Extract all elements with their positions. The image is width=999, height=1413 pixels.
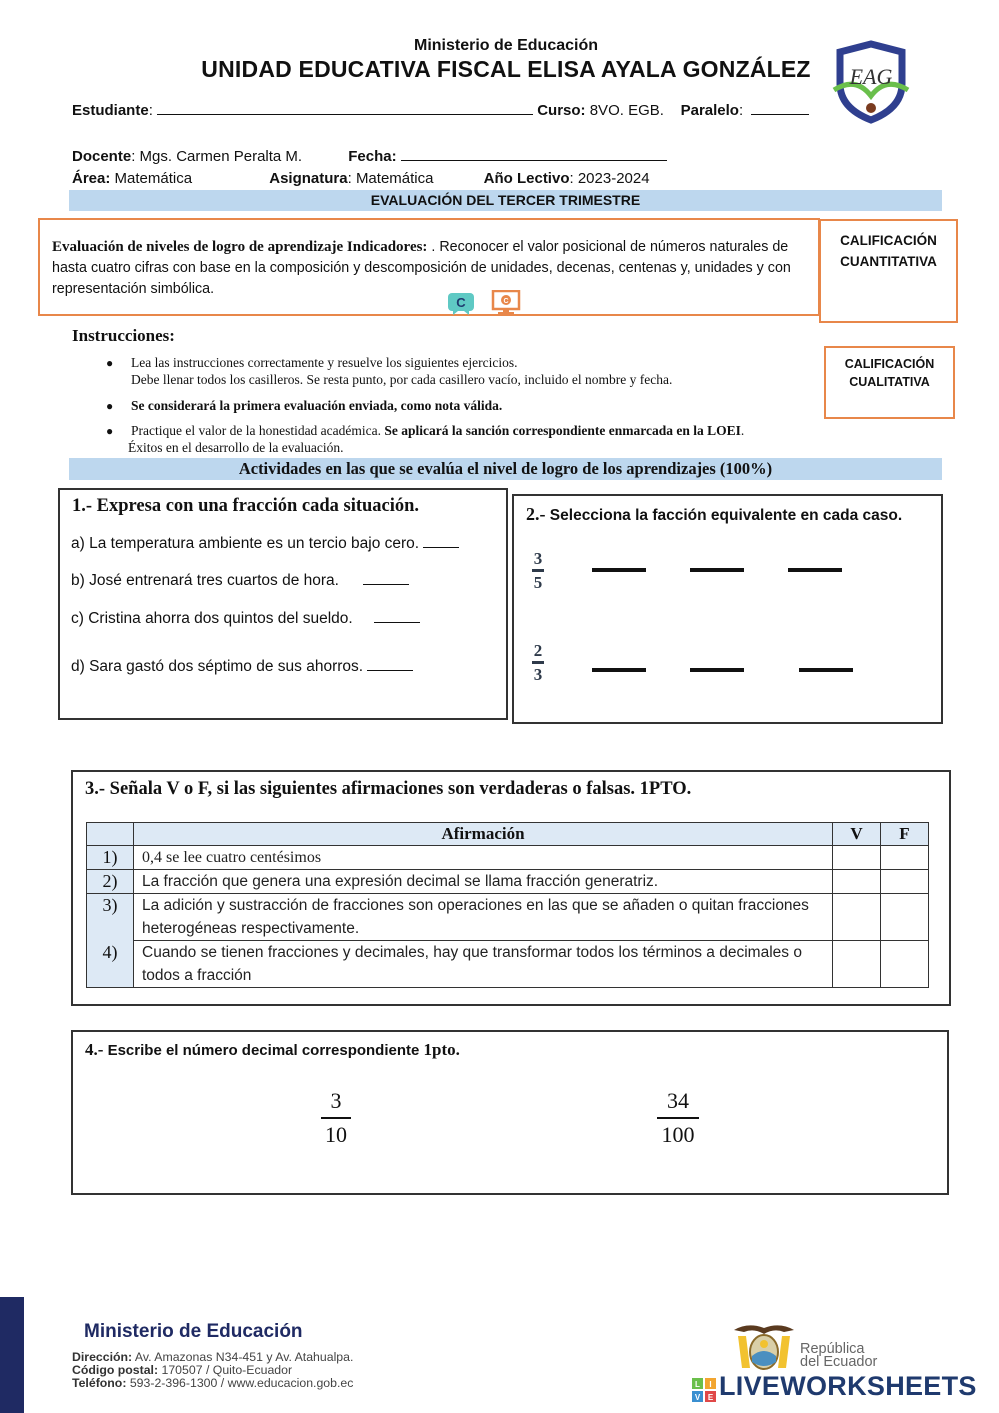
date-label: Fecha: <box>348 148 397 165</box>
question-1-item-c <box>71 610 420 628</box>
denominator: 3 <box>533 664 543 684</box>
svg-text:L: L <box>695 1380 700 1389</box>
activities-banner: Actividades en las que se evalúa el nivel de logro de los aprendizajes (100%) <box>69 458 942 480</box>
question-text: Selecciona la facción equivalente en cada caso. <box>545 507 903 524</box>
phone-value: 593-2-396-1300 / www.educacion.gob.ec <box>126 1376 354 1390</box>
instruction-item <box>106 398 503 415</box>
phone-label: Teléfono: <box>72 1376 127 1390</box>
fraction-2-3 <box>530 642 546 684</box>
numerator: 3 <box>330 1088 342 1113</box>
question-number: 4.- <box>85 1040 104 1059</box>
period: . <box>740 423 745 438</box>
equivalent-answer-slot[interactable] <box>592 568 646 572</box>
indicator-box <box>38 218 820 316</box>
denominator: 5 <box>533 572 543 592</box>
address-value: Av. Amazonas N34-451 y Av. Atahualpa. <box>132 1350 354 1364</box>
date-input[interactable] <box>401 147 667 161</box>
table-row <box>87 846 929 870</box>
denominator: 10 <box>325 1121 347 1147</box>
row-number: 1) <box>87 846 134 870</box>
subject-value: Matemática <box>355 170 434 187</box>
question-1-box <box>58 488 508 720</box>
answer-input-a[interactable] <box>423 536 459 548</box>
svg-text:EAG: EAG <box>849 64 893 89</box>
equivalent-answer-slot[interactable] <box>690 668 744 672</box>
area-value: Matemática <box>114 170 193 187</box>
row-number: 2) <box>87 870 134 894</box>
equivalent-answer-slot[interactable] <box>788 568 842 572</box>
numerator: 34 <box>667 1088 689 1113</box>
row-statement: Cuando se tienen fracciones y decimales, hay que transformar todos los términos a decimales o todos a fracción <box>134 941 833 988</box>
equivalent-answer-slot[interactable] <box>799 668 853 672</box>
teacher-label: Docente <box>72 148 132 165</box>
header-v: V <box>833 823 881 846</box>
header-num <box>87 823 134 846</box>
instructions-title: Instrucciones: <box>72 326 175 345</box>
instruction-text: Lea las instrucciones correctamente y resuelve los siguientes ejercicios. <box>131 355 518 370</box>
question-4-title <box>85 1040 460 1060</box>
fraction-3-10[interactable] <box>321 1088 351 1148</box>
area-row: Área: Matemática Asignatura: Matemática Año Lectivo: 2023-2024 <box>72 170 650 187</box>
table-row <box>87 870 929 894</box>
subject-label: Asignatura <box>269 170 348 187</box>
numerator: 2 <box>533 641 543 660</box>
f-cell[interactable] <box>881 941 929 988</box>
instruction-text: Éxitos en el desarrollo de la evaluación. <box>128 439 344 455</box>
address-label: Dirección: <box>72 1350 133 1364</box>
teacher-value: Mgs. Carmen Peralta M. <box>139 148 303 165</box>
course-value: 8VO. EGB. <box>589 102 664 119</box>
parallel-input[interactable] <box>751 101 809 115</box>
republica-line1: República <box>800 1341 865 1357</box>
row-number: 4) <box>87 941 134 988</box>
equivalent-answer-slot[interactable] <box>592 668 646 672</box>
instruction-text: Debe llenar todos los casilleros. Se resta punto, por cada casillero vacío, incluido el nombre y fecha. <box>131 371 673 387</box>
student-name-input[interactable] <box>157 101 533 115</box>
row-statement: 0,4 se lee cuatro centésimos <box>134 846 833 870</box>
school-year-label: Año Lectivo <box>483 170 570 187</box>
answer-input-d[interactable] <box>367 659 413 671</box>
quant-line2: CUANTITATIVA <box>840 254 937 269</box>
liveworksheets-live-icon <box>692 1378 716 1402</box>
footer-accent-bar <box>0 1297 24 1413</box>
indicator-text: . Reconocer el valor posicional de números naturales de hasta cuatro cifras con base en la composición y descomposición de unidades, decenas, centenas y, unidades y con representación simbólica. <box>52 239 791 297</box>
question-1-item-b <box>71 572 409 590</box>
bullet-icon: ● <box>106 399 114 413</box>
student-label: Estudiante <box>72 102 149 119</box>
question-number: 2.- <box>526 504 546 524</box>
instruction-text: Se considerará la primera evaluación enviada, como nota válida. <box>131 398 503 413</box>
svg-text:V: V <box>694 1393 701 1402</box>
republica-line2: del Ecuador <box>800 1354 878 1370</box>
v-cell[interactable] <box>833 894 881 941</box>
parallel-label: Paralelo <box>680 102 739 119</box>
answer-input-c[interactable] <box>374 611 420 623</box>
ecuador-coat-of-arms-icon <box>728 1322 800 1374</box>
fraction-bar <box>321 1117 351 1119</box>
ministry-heading: Ministerio de Educación <box>413 37 599 54</box>
table-header-row <box>87 823 929 846</box>
v-cell[interactable] <box>833 941 881 988</box>
qualitative-grade-box[interactable] <box>824 346 955 419</box>
republica-del-ecuador-label <box>800 1343 877 1369</box>
true-false-table <box>86 822 929 988</box>
svg-text:E: E <box>707 1393 714 1402</box>
question-2-title <box>526 504 902 525</box>
question-1-item-a <box>71 535 459 553</box>
row-statement: La fracción que genera una expresión decimal se llama fracción generatriz. <box>134 870 833 894</box>
area-label: Área: <box>72 170 111 187</box>
numerator: 3 <box>533 549 543 568</box>
indicator-lead: Evaluación de niveles de logro de aprendizaje Indicadores: <box>52 239 428 255</box>
svg-text:C: C <box>503 298 509 305</box>
school-shield-logo-icon <box>826 40 916 124</box>
table-row <box>87 894 929 941</box>
svg-text:I: I <box>709 1380 712 1389</box>
qual-line1: CALIFICACIÓN <box>844 357 935 371</box>
bullet-icon: ● <box>106 424 114 438</box>
chat-c-icon <box>447 292 475 316</box>
question-points: 1pto. <box>423 1040 460 1059</box>
row-number: 3) <box>87 894 134 941</box>
equivalent-answer-slot[interactable] <box>690 568 744 572</box>
v-cell[interactable] <box>833 870 881 894</box>
postal-value: 170507 / Quito-Ecuador <box>158 1363 293 1377</box>
item-text: d) Sara gastó dos séptimo de sus ahorros. <box>71 658 368 675</box>
f-cell[interactable] <box>881 894 929 941</box>
item-text: a) La temperatura ambiente es un tercio bajo cero. <box>71 535 424 552</box>
instruction-item <box>106 355 673 388</box>
instruction-text: Practique el valor de la honestidad académica. <box>131 423 385 438</box>
svg-text:C: C <box>456 295 466 310</box>
question-text: Escribe el número decimal correspondiente <box>103 1042 424 1059</box>
item-text: c) Cristina ahorra dos quintos del sueldo. <box>71 610 353 627</box>
monitor-c-icon <box>491 290 521 316</box>
v-cell[interactable] <box>833 846 881 870</box>
header-f: F <box>881 823 929 846</box>
footer-ministry: Ministerio de Educación <box>84 1321 303 1342</box>
denominator: 100 <box>661 1121 695 1147</box>
question-2-box <box>512 494 943 724</box>
course-label: Curso: <box>537 102 586 119</box>
question-1-title: 1.- Expresa con una fracción cada situación. <box>72 496 420 516</box>
instruction-sanction: Se aplicará la sanción correspondiente enmarcada en la LOEI <box>384 423 741 438</box>
fraction-3-5 <box>530 550 546 592</box>
school-title: UNIDAD EDUCATIVA FISCAL ELISA AYALA GONZÁLEZ <box>201 56 811 82</box>
student-row: Estudiante: Curso: 8VO. EGB. Paralelo: <box>72 101 809 119</box>
table-row <box>87 941 929 988</box>
footer-phone <box>72 1377 353 1390</box>
f-cell[interactable] <box>881 870 929 894</box>
fraction-34-100[interactable] <box>657 1088 699 1148</box>
header-statement: Afirmación <box>134 823 833 846</box>
fraction-bar <box>657 1117 699 1119</box>
quant-line1: CALIFICACIÓN <box>840 233 937 248</box>
question-3-title: 3.- Señala V o F, si las siguientes afirmaciones son verdaderas o falsas. 1PTO. <box>85 779 692 799</box>
quantitative-grade-box[interactable] <box>819 219 958 323</box>
school-year-value: 2023-2024 <box>577 170 650 187</box>
evaluation-banner: EVALUACIÓN DEL TERCER TRIMESTRE <box>69 190 942 211</box>
qual-line2: CUALITATIVA <box>849 375 930 389</box>
f-cell[interactable] <box>881 846 929 870</box>
fraction-bar <box>532 569 544 572</box>
answer-input-b[interactable] <box>363 573 409 585</box>
instruction-item <box>106 423 745 456</box>
fraction-bar <box>532 661 544 664</box>
teacher-row: Docente: Mgs. Carmen Peralta M. Fecha: <box>72 147 667 165</box>
liveworksheets-logo: LIVEWORKSHEETS <box>719 1371 977 1401</box>
postal-label: Código postal: <box>72 1363 159 1377</box>
item-text: b) José entrenará tres cuartos de hora. <box>71 572 339 589</box>
row-statement: La adición y sustracción de fracciones son operaciones en las que se añaden o quitan fracciones heterogéneas respectivamente. <box>134 894 833 941</box>
bullet-icon: ● <box>106 356 114 370</box>
question-1-item-d <box>71 658 413 676</box>
